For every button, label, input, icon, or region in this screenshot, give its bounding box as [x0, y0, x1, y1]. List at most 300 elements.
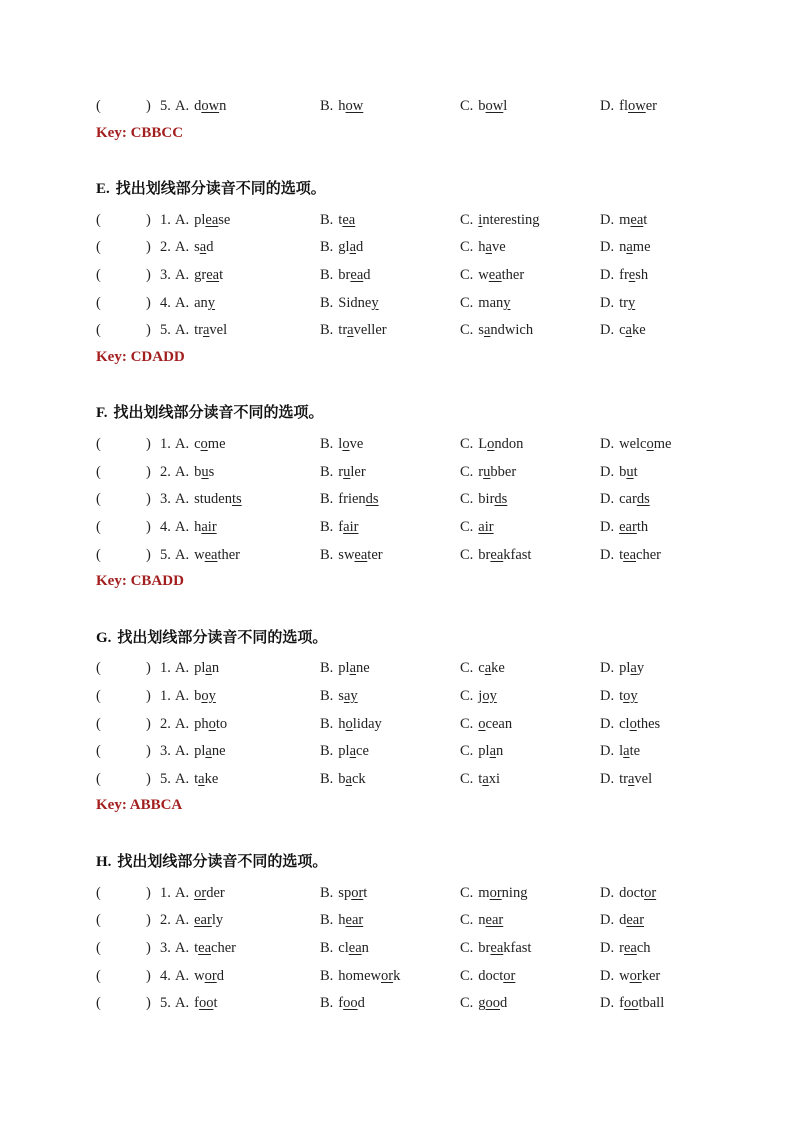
option-letter: B. — [320, 995, 334, 1011]
option-c — [460, 209, 540, 231]
question-number: 1. — [160, 660, 171, 676]
option-letter: A. — [175, 464, 190, 480]
option-letter: D. — [600, 98, 615, 114]
option-word — [338, 995, 365, 1011]
option-a — [175, 433, 226, 455]
option-b — [320, 768, 366, 790]
option-letter: D. — [600, 688, 615, 704]
answer-blank-close: ) — [146, 322, 151, 338]
option-letter: D. — [600, 743, 615, 759]
word-prefix: welc — [619, 436, 647, 452]
option-a — [175, 461, 214, 483]
word-suffix: ve — [349, 436, 364, 452]
option-letter: B. — [320, 267, 334, 283]
word-prefix: f — [619, 995, 624, 1011]
answer-blank-open[interactable]: ( — [96, 322, 101, 338]
option-a — [175, 768, 218, 790]
underlined-letters: ts — [231, 491, 242, 507]
answer-blank-open[interactable]: ( — [96, 885, 101, 901]
underlined-letters: ear — [626, 912, 645, 928]
word-prefix: r — [338, 464, 344, 480]
option-b — [320, 685, 358, 707]
word-suffix: s — [208, 464, 215, 480]
option-letter: C. — [460, 547, 474, 563]
word-suffix: er — [645, 98, 657, 114]
underlined-letters: air — [343, 519, 359, 535]
option-letter: B. — [320, 98, 334, 114]
word-prefix: r — [619, 940, 624, 956]
answer-blank-open[interactable]: ( — [96, 239, 101, 255]
word-suffix: ce — [356, 743, 369, 759]
answer-blank-close: ) — [146, 716, 151, 732]
underlined-letters: or — [194, 885, 207, 901]
word-suffix: kfast — [503, 940, 532, 956]
question-row — [96, 685, 736, 707]
option-letter: C. — [460, 743, 474, 759]
word-prefix: s — [194, 239, 200, 255]
word-prefix: b — [338, 771, 346, 787]
word-suffix: vel — [634, 771, 653, 787]
option-a — [175, 965, 224, 987]
option-word — [338, 743, 369, 759]
word-suffix: ly — [211, 912, 224, 928]
underlined-letters: o — [345, 716, 353, 732]
word-suffix: ter — [367, 547, 383, 563]
option-letter: C. — [460, 995, 474, 1011]
word-prefix: car — [619, 491, 637, 507]
option-d — [600, 544, 661, 566]
option-letter: B. — [320, 688, 334, 704]
option-d — [600, 685, 638, 707]
word-suffix: veller — [353, 322, 387, 338]
word-suffix: t — [213, 995, 218, 1011]
question-row — [96, 965, 736, 987]
underlined-letters: oo — [198, 995, 214, 1011]
word-suffix: th — [636, 519, 649, 535]
option-letter: A. — [175, 940, 190, 956]
word-suffix: ndwich — [490, 322, 534, 338]
word-prefix: t — [194, 771, 199, 787]
underlined-letters: ea — [350, 267, 364, 283]
option-c — [460, 713, 512, 735]
answer-blank-open[interactable]: ( — [96, 267, 101, 283]
underlined-letters: ea — [342, 212, 356, 228]
answer-key: Key: CBADD — [96, 573, 184, 589]
option-b — [320, 713, 382, 735]
underlined-letters: or — [351, 885, 364, 901]
option-word — [478, 464, 516, 480]
option-b — [320, 461, 366, 483]
word-prefix: pl — [338, 660, 350, 676]
option-b — [320, 882, 367, 904]
question-number: 2. — [160, 464, 171, 480]
option-letter: A. — [175, 295, 190, 311]
option-letter: A. — [175, 491, 190, 507]
answer-blank-close: ) — [146, 464, 151, 480]
word-prefix: fl — [619, 98, 628, 114]
underlined-letters: a — [630, 660, 637, 676]
word-prefix: s — [338, 688, 344, 704]
option-word — [619, 436, 671, 452]
option-letter: C. — [460, 98, 474, 114]
option-d — [600, 95, 657, 117]
underlined-letters: a — [199, 239, 207, 255]
underlined-letters: u — [201, 464, 209, 480]
option-letter: B. — [320, 885, 334, 901]
word-prefix: gr — [194, 267, 207, 283]
word-suffix: ne — [356, 660, 370, 676]
option-word — [619, 464, 638, 480]
word-prefix: j — [478, 688, 483, 704]
word-suffix: ke — [631, 322, 646, 338]
option-c — [460, 488, 507, 510]
answer-blank-open[interactable]: ( — [96, 436, 101, 452]
word-suffix: bber — [490, 464, 517, 480]
underlined-letters: a — [349, 743, 357, 759]
option-word — [478, 660, 505, 676]
option-letter: D. — [600, 436, 615, 452]
word-suffix: n — [211, 660, 220, 676]
question-row — [96, 209, 736, 231]
option-c — [460, 909, 503, 931]
underlined-letters: ea — [630, 212, 644, 228]
underlined-letters: ear — [345, 912, 364, 928]
word-suffix: thes — [636, 716, 661, 732]
option-letter: D. — [600, 912, 615, 928]
word-prefix: s — [478, 322, 484, 338]
option-letter: A. — [175, 771, 190, 787]
question-row — [96, 713, 736, 735]
word-prefix: f — [338, 519, 344, 535]
option-word — [478, 743, 503, 759]
word-prefix: r — [478, 464, 484, 480]
option-letter: C. — [460, 716, 474, 732]
word-prefix: t — [194, 940, 199, 956]
underlined-letters: ea — [354, 547, 368, 563]
option-word — [194, 519, 217, 535]
question-row — [96, 740, 736, 762]
word-prefix: l — [338, 436, 343, 452]
option-a — [175, 95, 226, 117]
option-word — [194, 995, 217, 1011]
underlined-letters: o — [200, 436, 208, 452]
word-suffix: ke — [204, 771, 219, 787]
question-number: 3. — [160, 743, 171, 759]
word-suffix: me — [653, 436, 672, 452]
underlined-letters: y — [207, 295, 216, 311]
answer-blank-open[interactable]: ( — [96, 771, 101, 787]
underlined-letters: oy — [482, 688, 497, 704]
option-word — [194, 464, 214, 480]
option-word — [338, 464, 365, 480]
option-word — [478, 267, 524, 283]
question-number: 3. — [160, 267, 171, 283]
option-d — [600, 209, 647, 231]
answer-blank-close: ) — [146, 912, 151, 928]
option-word — [478, 885, 527, 901]
word-prefix: d — [194, 98, 202, 114]
option-a — [175, 740, 226, 762]
answer-blank-close: ) — [146, 267, 151, 283]
word-suffix: te — [629, 743, 641, 759]
option-d — [600, 713, 660, 735]
question-row — [96, 264, 736, 286]
option-d — [600, 292, 635, 314]
word-prefix: br — [478, 547, 491, 563]
question-number: 1. — [160, 436, 171, 452]
underlined-letters: o — [646, 436, 654, 452]
word-suffix: tball — [638, 995, 665, 1011]
underlined-letters: o — [629, 716, 637, 732]
underlined-letters: o — [487, 436, 495, 452]
word-suffix: me — [207, 436, 226, 452]
option-word — [619, 322, 646, 338]
answer-blank-open[interactable]: ( — [96, 519, 101, 535]
option-d — [600, 768, 652, 790]
underlined-letters: a — [349, 239, 357, 255]
word-prefix: h — [338, 912, 346, 928]
word-suffix: k — [393, 968, 401, 984]
option-a — [175, 713, 227, 735]
option-b — [320, 937, 369, 959]
option-word — [619, 688, 638, 704]
option-word — [194, 885, 225, 901]
word-prefix: b — [478, 98, 486, 114]
answer-key: Key: CDADD — [96, 349, 185, 365]
answer-blank-open[interactable]: ( — [96, 212, 101, 228]
question-row — [96, 236, 736, 258]
option-letter: A. — [175, 743, 190, 759]
option-letter: D. — [600, 267, 615, 283]
answer-blank-close: ) — [146, 547, 151, 563]
option-word — [338, 98, 363, 114]
question-number: 4. — [160, 295, 171, 311]
word-prefix: d — [619, 912, 627, 928]
word-prefix: cl — [619, 716, 630, 732]
option-word — [619, 940, 650, 956]
section-instruction: 找出划线部分读音不同的选项。 — [117, 852, 328, 870]
answer-blank-open[interactable]: ( — [96, 464, 101, 480]
section-heading-f — [96, 401, 324, 423]
option-letter: B. — [320, 547, 334, 563]
option-word — [478, 212, 539, 228]
option-letter: C. — [460, 519, 474, 535]
option-word — [338, 912, 363, 928]
option-c — [460, 965, 515, 987]
option-b — [320, 544, 383, 566]
option-word — [619, 239, 650, 255]
option-c — [460, 292, 511, 314]
option-word — [338, 295, 378, 311]
word-suffix: vel — [209, 322, 228, 338]
option-letter: A. — [175, 968, 190, 984]
option-word — [619, 716, 660, 732]
option-d — [600, 461, 638, 483]
option-c — [460, 937, 531, 959]
underlined-letters: a — [349, 660, 357, 676]
option-letter: D. — [600, 995, 615, 1011]
word-prefix: man — [478, 295, 504, 311]
word-prefix: h — [478, 239, 486, 255]
underlined-letters: i — [478, 212, 483, 228]
option-word — [338, 940, 369, 956]
option-c — [460, 657, 505, 679]
underlined-letters: ea — [348, 940, 362, 956]
word-suffix: ndon — [494, 436, 524, 452]
option-word — [478, 771, 500, 787]
option-letter: D. — [600, 519, 615, 535]
underlined-letters: oo — [343, 995, 358, 1011]
underlined-letters: a — [484, 660, 492, 676]
word-suffix: d — [216, 968, 224, 984]
option-letter: C. — [460, 940, 474, 956]
word-prefix: pl — [194, 660, 206, 676]
option-b — [320, 909, 363, 931]
underlined-letters: or — [489, 885, 502, 901]
answer-blank-open[interactable]: ( — [96, 98, 101, 114]
option-letter: B. — [320, 212, 334, 228]
word-prefix: f — [194, 995, 199, 1011]
word-suffix: d — [356, 239, 364, 255]
option-letter: B. — [320, 519, 334, 535]
underlined-letters: u — [343, 464, 351, 480]
question-row — [96, 516, 736, 538]
option-letter: B. — [320, 464, 334, 480]
word-suffix: ning — [501, 885, 528, 901]
question-number: 3. — [160, 491, 171, 507]
option-letter: D. — [600, 771, 615, 787]
word-suffix: t — [363, 885, 368, 901]
answer-blank-close: ) — [146, 968, 151, 984]
option-word — [194, 912, 223, 928]
word-suffix: to — [215, 716, 228, 732]
option-letter: C. — [460, 436, 474, 452]
section-letter: H. — [96, 854, 112, 870]
question-row — [96, 992, 736, 1014]
underlined-letters: a — [202, 322, 210, 338]
underlined-letters: ea — [198, 940, 212, 956]
underlined-letters: air — [478, 519, 494, 535]
option-word — [478, 491, 507, 507]
option-c — [460, 740, 503, 762]
option-b — [320, 319, 387, 341]
option-word — [478, 940, 531, 956]
answer-blank-open[interactable]: ( — [96, 491, 101, 507]
question-number: 1. — [160, 688, 171, 704]
underlined-letters: a — [626, 239, 633, 255]
option-c — [460, 264, 524, 286]
word-prefix: pl — [338, 743, 350, 759]
option-a — [175, 992, 217, 1014]
option-word — [338, 885, 367, 901]
option-a — [175, 685, 216, 707]
option-word — [619, 267, 648, 283]
option-letter: A. — [175, 98, 190, 114]
answer-blank-open[interactable]: ( — [96, 716, 101, 732]
option-letter: B. — [320, 660, 334, 676]
option-word — [478, 98, 507, 114]
word-prefix: b — [194, 464, 202, 480]
option-word — [194, 491, 242, 507]
underlined-letters: ear — [485, 912, 504, 928]
answer-blank-open[interactable]: ( — [96, 968, 101, 984]
option-b — [320, 488, 379, 510]
question-row — [96, 292, 736, 314]
option-letter: D. — [600, 968, 615, 984]
section-heading-h — [96, 850, 327, 872]
answer-blank-open[interactable]: ( — [96, 295, 101, 311]
word-prefix: t — [338, 212, 343, 228]
underlined-letters: a — [625, 322, 632, 338]
option-d — [600, 965, 660, 987]
option-letter: C. — [460, 771, 474, 787]
word-prefix: doct — [478, 968, 504, 984]
word-prefix: doct — [619, 885, 645, 901]
answer-blank-close: ) — [146, 98, 151, 114]
answer-blank-open[interactable]: ( — [96, 743, 101, 759]
underlined-letters: oo — [623, 995, 639, 1011]
option-d — [600, 433, 671, 455]
answer-key: Key: CBBCC — [96, 125, 184, 141]
option-a — [175, 882, 225, 904]
option-word — [194, 940, 236, 956]
option-word — [619, 743, 640, 759]
question-row — [96, 488, 736, 510]
question-number: 5. — [160, 98, 171, 114]
option-letter: A. — [175, 995, 190, 1011]
word-prefix: gl — [338, 239, 350, 255]
option-word — [478, 239, 505, 255]
option-b — [320, 292, 379, 314]
answer-blank-open[interactable]: ( — [96, 912, 101, 928]
answer-blank-open[interactable]: ( — [96, 547, 101, 563]
option-word — [338, 267, 370, 283]
word-prefix: t — [619, 547, 624, 563]
word-prefix: w — [478, 267, 489, 283]
answer-blank-open[interactable]: ( — [96, 660, 101, 676]
question-number: 5. — [160, 547, 171, 563]
underlined-letters: a — [489, 743, 497, 759]
underlined-letters: ea — [488, 267, 502, 283]
option-d — [600, 657, 644, 679]
answer-blank-open[interactable]: ( — [96, 940, 101, 956]
option-letter: B. — [320, 491, 334, 507]
word-prefix: w — [194, 547, 205, 563]
word-suffix: cher — [211, 940, 236, 956]
option-a — [175, 319, 227, 341]
word-prefix: fr — [619, 267, 629, 283]
answer-blank-close: ) — [146, 295, 151, 311]
option-c — [460, 685, 497, 707]
word-suffix: ve — [491, 239, 506, 255]
option-word — [194, 212, 230, 228]
word-suffix: me — [632, 239, 651, 255]
question-row — [96, 95, 736, 117]
answer-blank-open[interactable]: ( — [96, 688, 101, 704]
word-prefix: t — [478, 771, 483, 787]
word-prefix: w — [194, 968, 205, 984]
word-prefix: tr — [338, 322, 348, 338]
answer-blank-open[interactable]: ( — [96, 995, 101, 1011]
option-word — [194, 547, 240, 563]
section-letter: E. — [96, 181, 110, 197]
word-suffix: der — [206, 885, 225, 901]
underlined-letters: oy — [623, 688, 638, 704]
option-letter: D. — [600, 239, 615, 255]
question-number: 2. — [160, 239, 171, 255]
word-suffix: t — [219, 267, 224, 283]
option-word — [194, 295, 215, 311]
